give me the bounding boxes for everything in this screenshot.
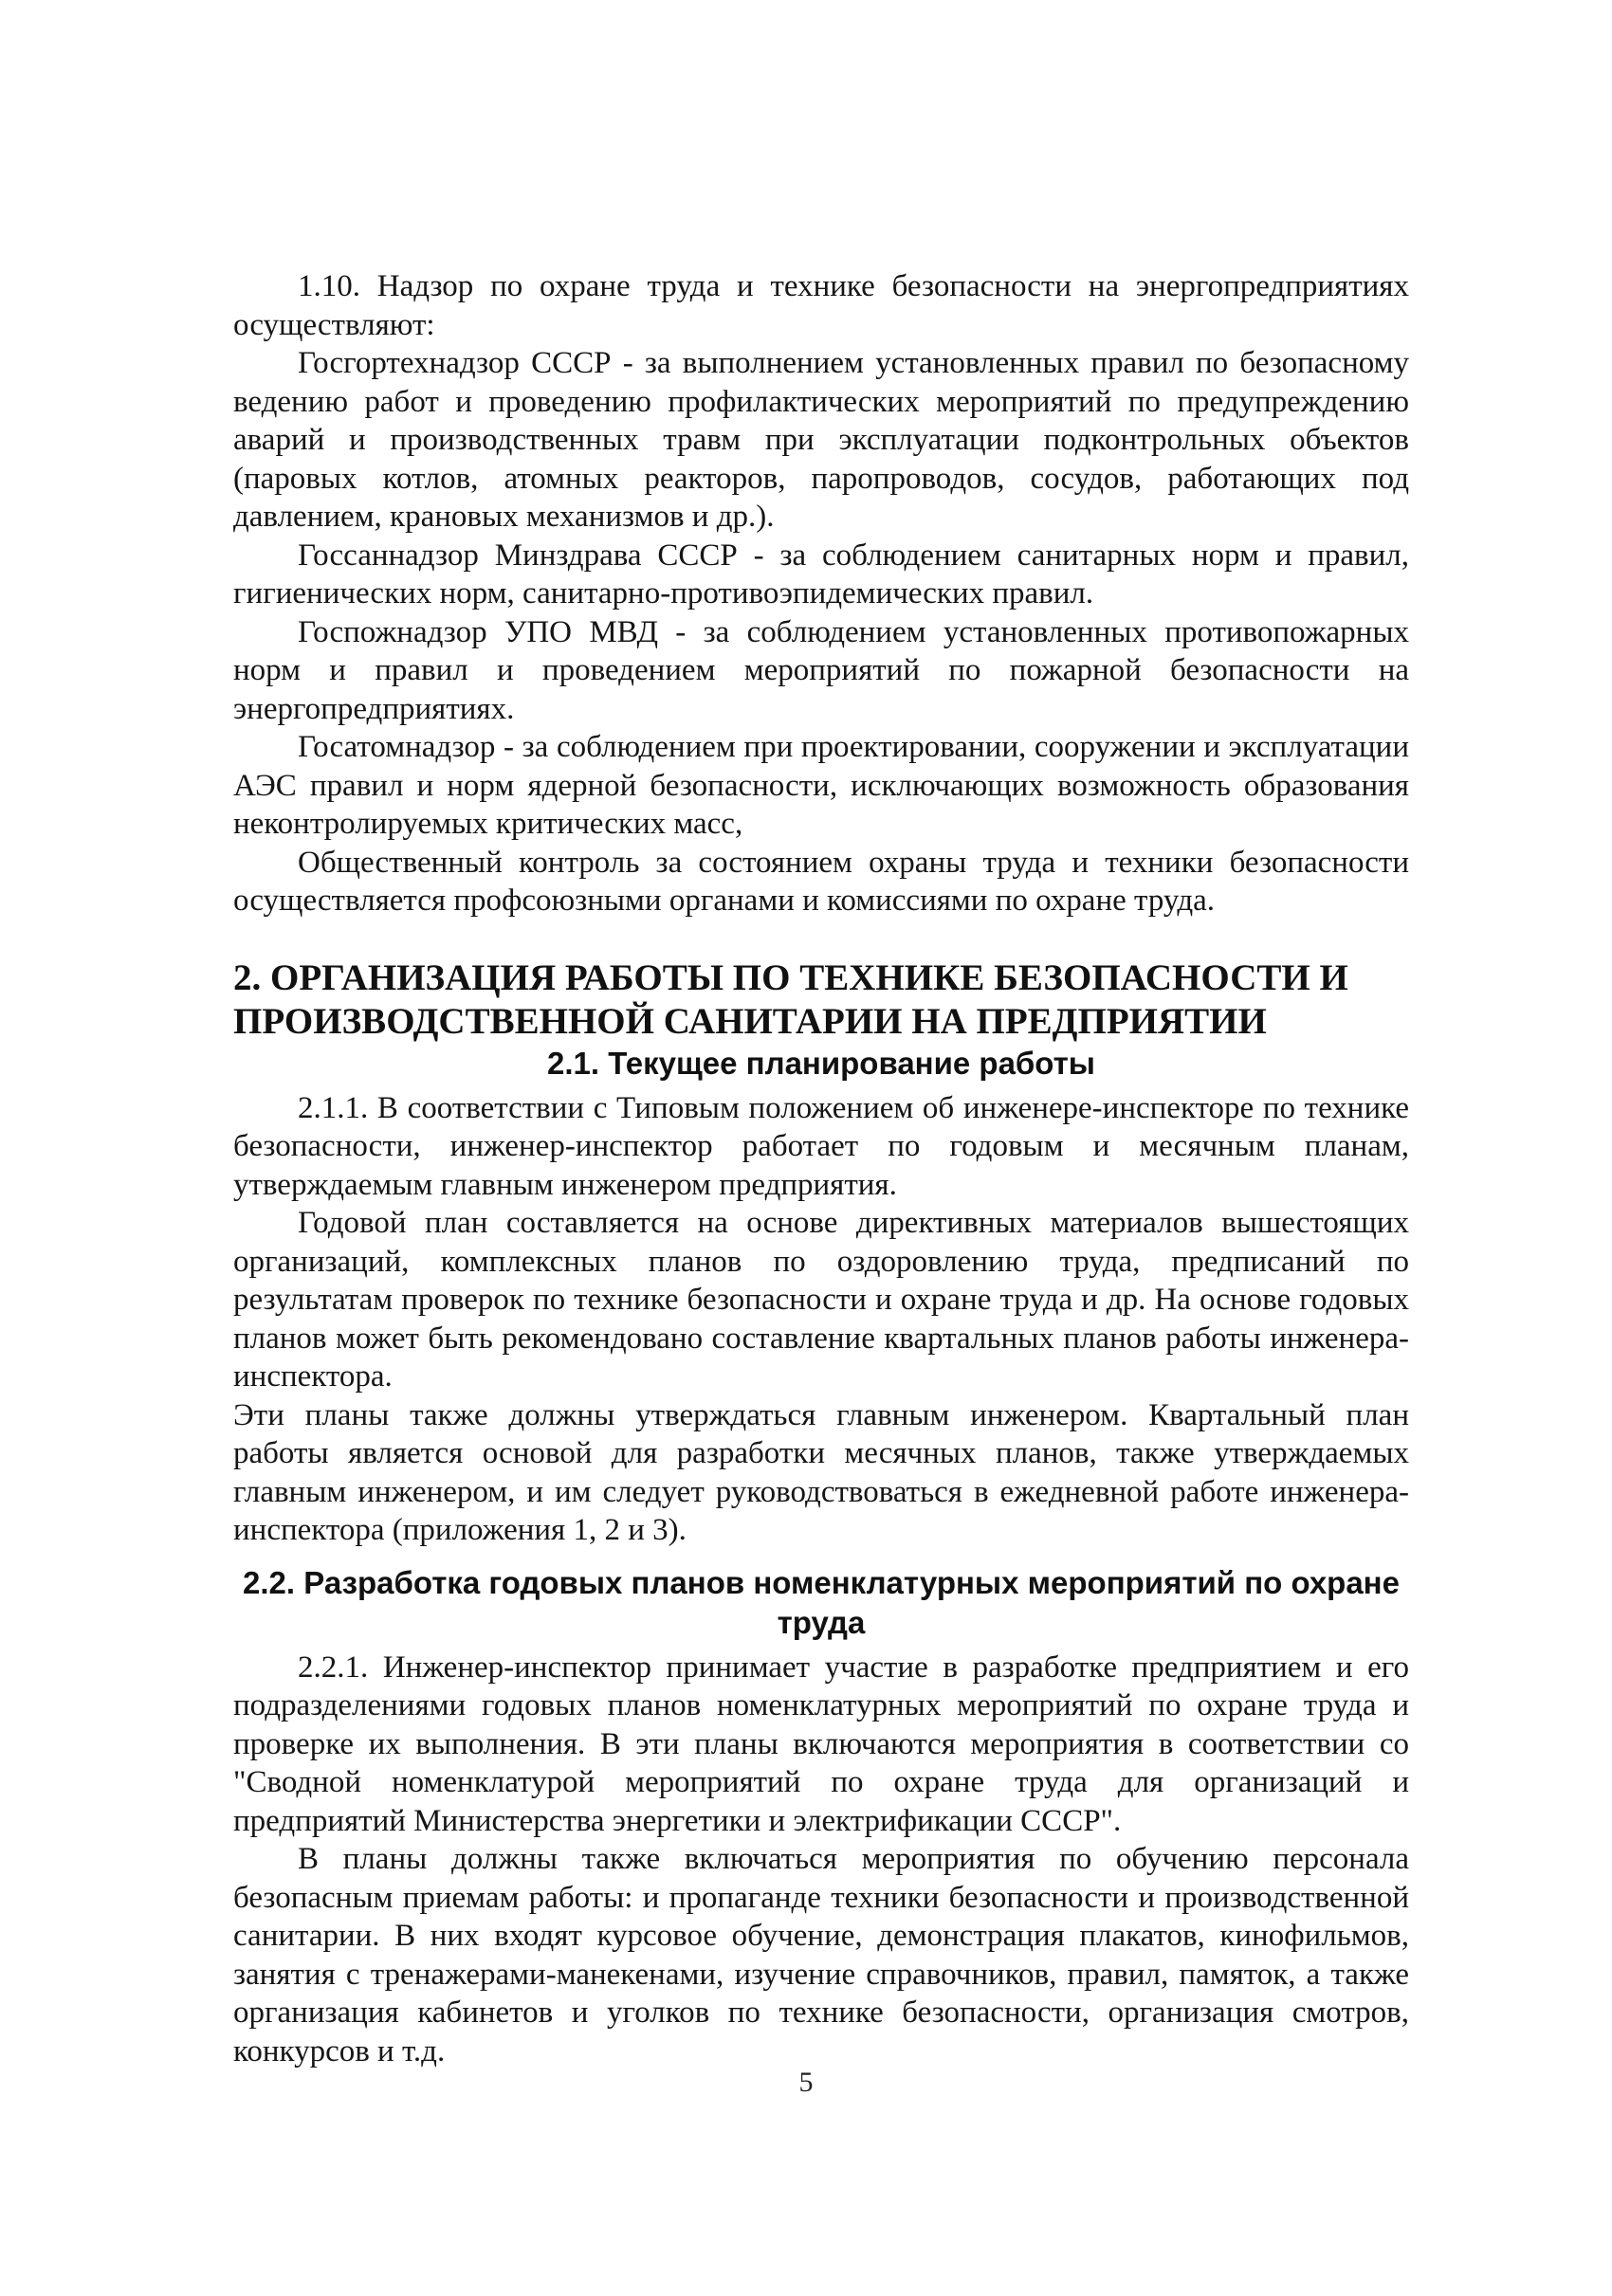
subsection-2-1-heading: 2.1. Текущее планирование работы [547, 1045, 1095, 1081]
paragraph-gosgortekhnadzor: Госгортехнадзор СССР - за выполнением установленных правил по безопасному ведению работ и проведению профилактических мероприятий по предупреждению аварий и производственных травм при эксплуатации подконтрольных объектов (паровых котлов, атомных реакторов, паропроводов, сосудов, работающих под давлением, крановых механизмов и др.). [233, 346, 1409, 534]
paragraph-gospozhnadzor: Госпожнадзор УПО МВД - за соблюдением установленных противопожарных норм и правил и проведением мероприятий по пожарной безопасности на энергопредприятиях. [233, 614, 1409, 726]
paragraph-2-2-1: 2.2.1. Инженер-инспектор принимает участие в разработке предприятием и его подразделениями годовых планов номенклатурных мероприятий по охране труда и проверке их выполнения. В эти планы включаются мероприятия в соответствии со "Сводной номенклатурой мероприятий по охране труда для организаций и предприятий Министерства энергетики и электрификации СССР". [233, 1649, 1409, 1838]
paragraph-public-control: Общественный контроль за состоянием охраны труда и техники безопасности осуществляется профсоюзными органами и комиссиями по охране труда. [233, 845, 1409, 918]
paragraph-quarterly-plan: Эти планы также должны утверждаться главным инженером. Квартальный план работы является основой для разработки месячных планов, также утверждаемых главным инженером, и им следует руководствоваться в ежедневной работе инженера-инспектора (приложения 1, 2 и 3). [233, 1397, 1409, 1547]
subsection-2-2-heading: 2.2. Разработка годовых планов номенклатурных мероприятий по охране труда [243, 1564, 1400, 1640]
paragraph-annual-plan: Годовой план составляется на основе директивных материалов вышестоящих организаций, комплексных планов по оздоровлению труда, предписаний по результатам проверок по технике безопасности и охране труда и др. На основе годовых планов может быть рекомендовано составление квартальных планов работы инженера-инспектора. [233, 1206, 1409, 1394]
page-number: 5 [798, 2067, 814, 2098]
paragraph-2-1-1: 2.1.1. В соответствии с Типовым положением об инженере-инспекторе по технике безопасности, инженер-инспектор работает по годовым и месячным планам, утверждаемым главным инженером предприятия. [233, 1090, 1409, 1202]
document-page [233, 267, 1409, 2070]
paragraph-gosatomnadzor: Госатомнадзор - за соблюдением при проектировании, сооружении и эксплуатации АЭС правил и норм ядерной безопасности, исключающих возможность образования неконтролируемых критических масс, [233, 730, 1409, 841]
paragraph-training-measures: В планы должны также включаться мероприятия по обучению персонала безопасным приемам работы: и пропаганде техники безопасности и производственной санитарии. В них входят курсовое обучение, демонстрация плакатов, кинофильмов, занятия с тренажерами-манекенами, изучение справочников, правил, памяток, а также организация кабинетов и уголков по технике безопасности, организация смотров, конкурсов и т.д. [233, 1842, 1409, 2068]
paragraph-gossannadzor: Госсаннадзор Минздрава СССР - за соблюдением санитарных норм и правил, гигиенических норм, санитарно-противоэпидемических правил. [233, 538, 1409, 610]
section-2-heading: 2. ОРГАНИЗАЦИЯ РАБОТЫ ПО ТЕХНИКЕ БЕЗОПАСНОСТИ И ПРОИЗВОДСТВЕННОЙ САНИТАРИИ НА ПРЕДПРИЯТИИ [233, 957, 1348, 1042]
paragraph-1-10: 1.10. Надзор по охране труда и технике безопасности на энергопредприятиях осуществляют: [233, 269, 1409, 342]
